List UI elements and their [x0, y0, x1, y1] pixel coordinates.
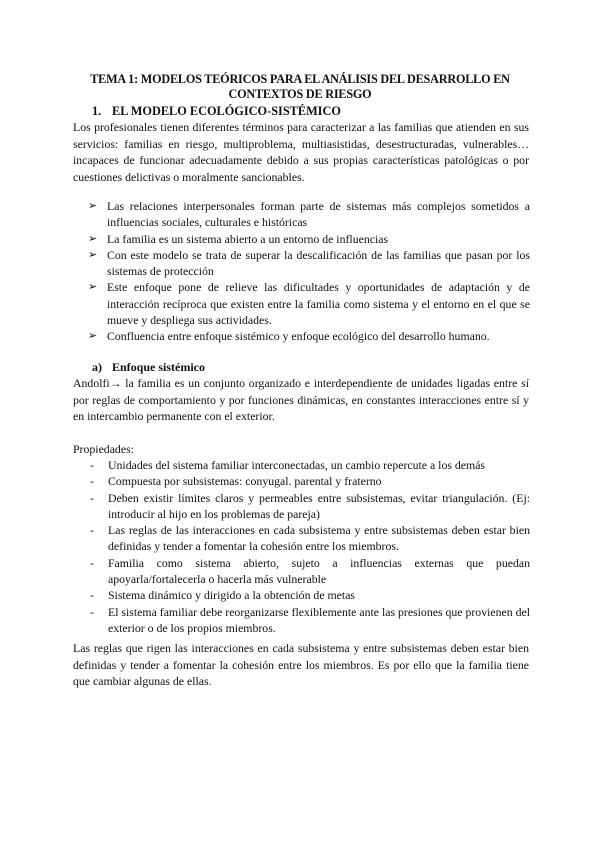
bullet-text: Con este modelo se trata de superar la descalificación de las familias que pasan por los sistemas de protección [107, 247, 530, 279]
property-text: Deben existir límites claros y permeables entre subsistemas, evitar triangulación. (Ej: introducir al hijo en los problemas de pareja) [108, 490, 530, 521]
bullet-text: Este enfoque pone de relieve las dificultades y oportunidades de adaptación y de interacción recíproca que existen entre la familia como sistema y el entorno en el que se mueve y despliega sus actividades. [107, 280, 530, 328]
right-arrow-bullet-icon: ➢ [88, 248, 98, 261]
intro-paragraph: Los profesionales tienen diferentes términos para caracterizar a las familias que atienden en sus servicios: familias en riesgo, multiproblema, multiasistidas, desestructuradas, vulnerables… incapaces de funcionar adecuadamente debido a sus propias características patológicas o por cuestiones delictivas o moralmente sancionables. [73, 120, 529, 184]
list-item: - Familia como sistema abierto, sujeto a influencias externas que puedan apoyarla/fortalecerla o hacerla más vulnerable [90, 555, 530, 587]
property-text: Compuesta por subsistemas: conyugal. parental y fraterno [108, 474, 382, 489]
section-title: EL MODELO ECOLÓGICO-SISTÉMICO [112, 104, 341, 118]
property-text: Familia como sistema abierto, sujeto a influencias externas que puedan apoyarla/fortalecerla o hacerla más vulnerable [108, 555, 530, 587]
section-heading-1 [92, 104, 341, 119]
subsection-number: a) [92, 360, 102, 374]
list-item [88, 279, 530, 328]
subsection-heading-a [92, 360, 205, 375]
list-item: - Sistema dinámico y dirigido a la obtención de metas [90, 588, 356, 603]
list-item [88, 231, 530, 247]
andolfi-paragraph: Andolfi→ la familia es un conjunto organizado e interdependiente de unidades ligadas entre sí por reglas de comportamiento y por funciones dinámicas, en constantes interacciones entre sí y en intercambio permanente con el exterior. [73, 376, 529, 423]
closing-paragraph: Las reglas que rigen las interacciones en cada subsistema y entre subsistemas deben estar bien definidas y tender a fomentar la cohesión entre los miembros. Es por ello que la familia tiene que cambiar algunas de ellas. [73, 641, 529, 688]
list-item: - Unidades del sistema familiar interconectadas, un cambio repercute a los demás [90, 458, 486, 472]
list-item: - Las reglas de las interacciones en cada subsistema y entre subsistemas deben estar bien definidas y tender a fomentar la cohesión entre los miembros. [90, 523, 530, 554]
section-number: 1. [92, 104, 102, 118]
propiedades-label: Propiedades: [73, 442, 134, 456]
bullet-text: Confluencia entre enfoque sistémico y enfoque ecológico del desarrollo humano. [107, 329, 490, 344]
bullet-list [88, 198, 530, 345]
bullet-text: Las relaciones interpersonales forman parte de sistemas más complejos sometidos a influencias sociales, culturales e históricas [107, 199, 530, 230]
right-arrow-bullet-icon: ➢ [88, 330, 98, 343]
property-text: El sistema familiar debe reorganizarse flexiblemente ante las presiones que provienen del exterior o de los propios miembros. [108, 604, 531, 635]
property-text: Sistema dinámico y dirigido a la obtención de metas [108, 588, 356, 603]
list-item: - Deben existir límites claros y permeables entre subsistemas, evitar triangulación. (Ej: introducir al hijo en los problemas de pareja) [90, 490, 530, 521]
list-item: - Compuesta por subsistemas: conyugal. parental y fraterno [90, 474, 382, 489]
right-arrow-bullet-icon: ➢ [88, 200, 98, 212]
list-item [88, 198, 530, 231]
property-text: Las reglas de las interacciones en cada subsistema y entre subsistemas deben estar bien definidas y tender a fomentar la cohesión entre los miembros. [108, 523, 530, 554]
right-arrow-bullet-icon: ➢ [88, 232, 98, 245]
list-item: - El sistema familiar debe reorganizarse flexiblemente ante las presiones que provienen del exterior o de los propios miembros. [90, 604, 531, 635]
property-text: Unidades del sistema familiar interconectadas, un cambio repercute a los demás [108, 458, 486, 472]
document-title: TEMA 1: MODELOS TEÓRICOS PARA EL ANÁLISIS DEL DESARROLLO EN CONTEXTOS DE RIESGO [90, 72, 510, 101]
list-item [88, 328, 530, 344]
list-item [88, 247, 530, 280]
subsection-title: Enfoque sistémico [112, 360, 205, 374]
properties-list [88, 457, 530, 636]
bullet-text: La familia es un sistema abierto a un entorno de influencias [107, 231, 389, 246]
right-arrow-bullet-icon: ➢ [88, 281, 98, 294]
